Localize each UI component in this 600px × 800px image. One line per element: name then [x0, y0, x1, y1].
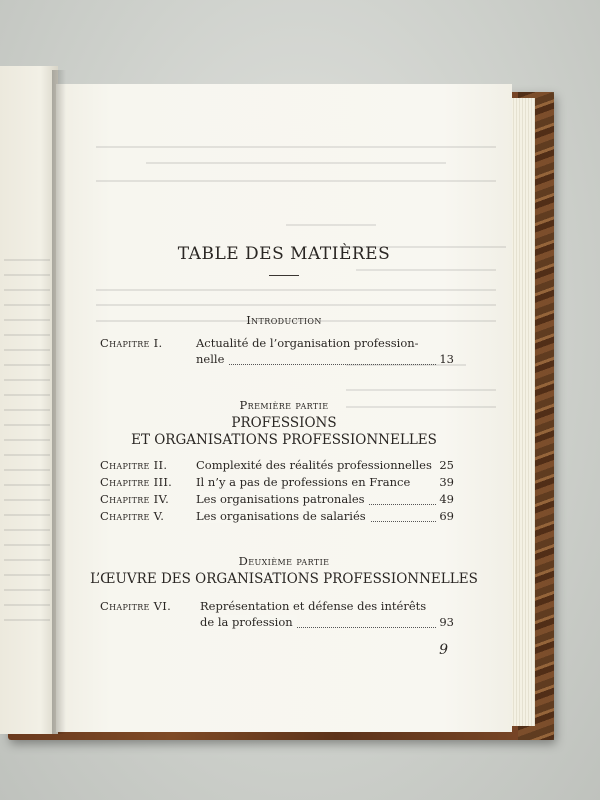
toc-leader-line [196, 352, 436, 368]
part-title: PROFESSIONS [231, 415, 337, 431]
page-reference: 39 [439, 475, 454, 489]
chapter-title: Complexité des réalités professionnelles [196, 458, 432, 472]
toc-entry [100, 458, 454, 474]
introduction-heading: Introduction [246, 313, 322, 327]
chapter-title: Actualité de l’organisation profession- [196, 336, 419, 350]
page-reference: 25 [439, 458, 454, 472]
chapter-number: Chapitre I. [100, 336, 163, 350]
chapter-title-continued: de la profession [200, 615, 297, 629]
left-page [0, 66, 58, 734]
chapter-number: Chapitre IV. [100, 492, 170, 506]
toc-entry [100, 509, 454, 525]
chapter-title: Représentation et défense des intérêts [200, 599, 427, 613]
table-of-contents [56, 84, 512, 732]
toc-entry [100, 336, 454, 370]
chapter-title-continued: nelle [196, 352, 228, 366]
chapter-title: Les organisations patronales [196, 492, 369, 506]
chapter-title: Il n’y a pas de professions en France [196, 475, 411, 489]
chapter-number: Chapitre II. [100, 458, 168, 472]
chapter-number: Chapitre III. [100, 475, 173, 489]
toc-entry [100, 492, 454, 508]
page-reference: 69 [439, 509, 454, 523]
page-number: 9 [439, 642, 448, 658]
part-label: Deuxième partie [238, 554, 330, 568]
toc-entry [100, 475, 454, 491]
page-reference: 93 [439, 615, 454, 629]
chapter-number: Chapitre V. [100, 509, 165, 523]
title-rule [269, 275, 299, 276]
part-label: Première partie [239, 398, 329, 412]
part-title: ET ORGANISATIONS PROFESSIONNELLES [131, 432, 437, 448]
toc-leader-line [196, 492, 436, 508]
page-title: TABLE DES MATIÈRES [177, 244, 391, 264]
left-page-bleed-text [4, 246, 50, 626]
toc-leader-line [196, 509, 436, 525]
chapter-title: Les organisations de salariés [196, 509, 370, 523]
toc-leader-line [200, 615, 436, 631]
toc-entry [100, 599, 454, 633]
page-reference: 13 [439, 352, 454, 366]
chapter-number: Chapitre VI. [100, 599, 172, 613]
dot-leader [196, 364, 436, 365]
page-reference: 49 [439, 492, 454, 506]
part-title: L’ŒUVRE DES ORGANISATIONS PROFESSIONNELLES [90, 571, 478, 587]
